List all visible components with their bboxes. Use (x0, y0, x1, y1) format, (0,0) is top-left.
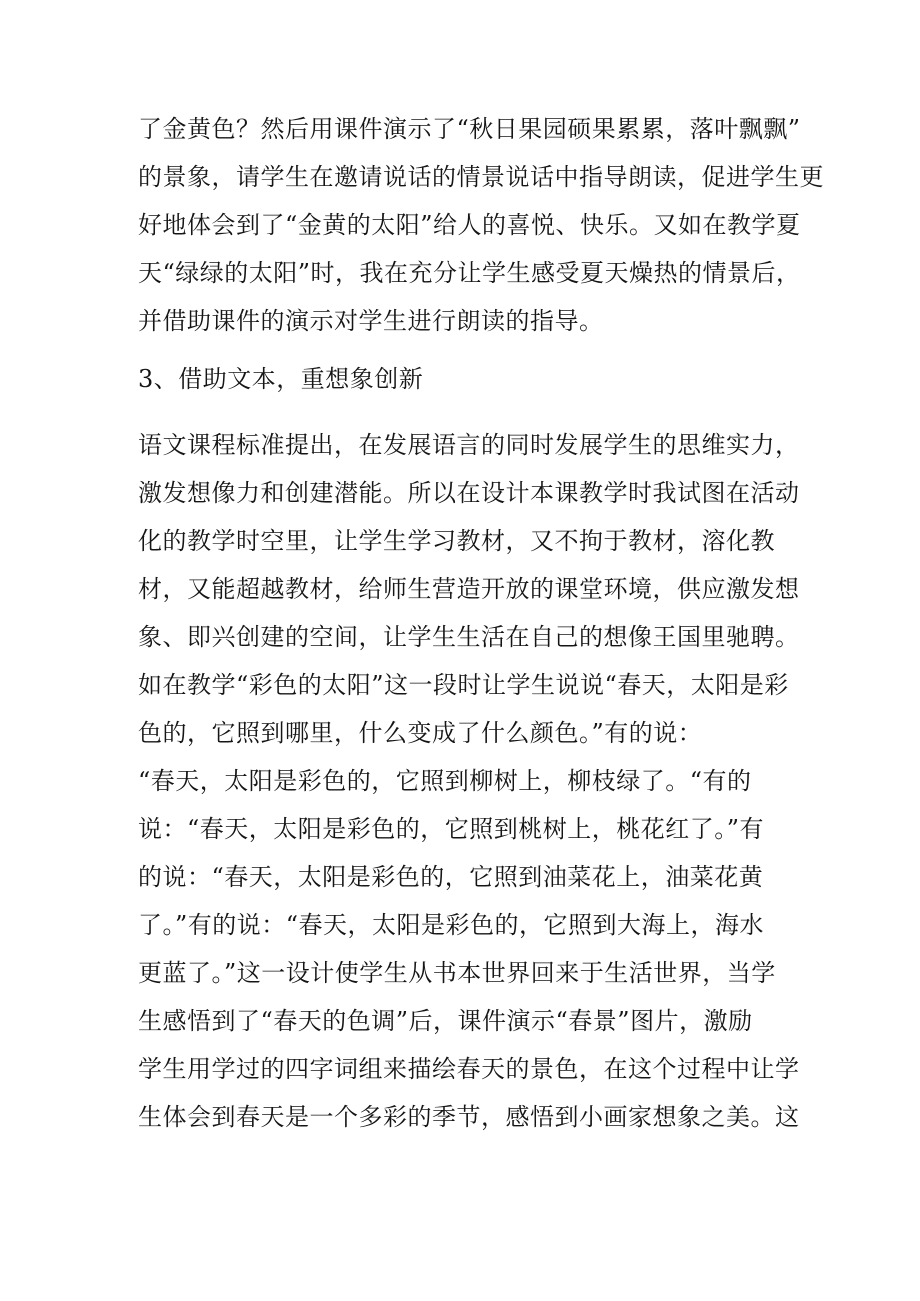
paragraph-line: 激发想像力和创建潜能。所以在设计本课教学时我试图在活动 (138, 479, 800, 507)
paragraph-line: 如在教学“彩色的太阳”这一段时让学生说说“春天，太阳是彩 (138, 671, 789, 699)
section-heading: 3、借助文本，重想象创新 (138, 365, 424, 393)
paragraph-line: 材，又能超越教材，给师生营造开放的课堂环境，供应激发想 (138, 575, 800, 603)
paragraph-line: 天“绿绿的太阳”时，我在充分让学生感受夏天燥热的情景后， (138, 259, 801, 287)
paragraph-line: 生感悟到了“春天的色调”后，课件演示“春景”图片，激励 (138, 1007, 753, 1035)
paragraph-line: 并借助课件的演示对学生进行朗读的指导。 (138, 307, 604, 335)
paragraph-line: 好地体会到了“金黄的太阳”给人的喜悦、快乐。又如在教学夏 (138, 211, 801, 239)
paragraph-line: 化的教学时空里，让学生学习教材，又不拘于教材，溶化教 (138, 527, 775, 555)
paragraph-line: 的说：“春天，太阳是彩色的，它照到油菜花上，油菜花黄 (138, 863, 764, 891)
paragraph-line: 的景象，请学生在邀请说话的情景说话中指导朗读，促进学生更 (138, 163, 824, 191)
paragraph-line: 了金黄色？然后用课件演示了“秋日果园硕果累累，落叶飘飘” (138, 115, 801, 143)
paragraph-line: 色的，它照到哪里，什么变成了什么颜色。”有的说： (138, 719, 703, 747)
paragraph-line: 说：“春天，太阳是彩色的，它照到桃树上，桃花红了。”有 (138, 815, 765, 843)
paragraph-line: 更蓝了。”这一设计使学生从书本世界回来于生活世界，当学 (138, 959, 776, 987)
paragraph-line: 象、即兴创建的空间，让学生生活在自己的想像王国里驰聘。 (138, 623, 800, 651)
paragraph-line: 学生用学过的四字词组来描绘春天的景色，在这个过程中让学 (138, 1055, 800, 1083)
paragraph-line: 了。”有的说：“春天，太阳是彩色的，它照到大海上，海水 (138, 911, 765, 939)
paragraph-line: “春天，太阳是彩色的，它照到柳树上，柳枝绿了。“有的 (138, 767, 752, 795)
paragraph-line: 生体会到春天是一个多彩的季节，感悟到小画家想象之美。这 (138, 1103, 800, 1131)
paragraph-line: 语文课程标准提出，在发展语言的同时发展学生的思维实力， (138, 431, 800, 459)
